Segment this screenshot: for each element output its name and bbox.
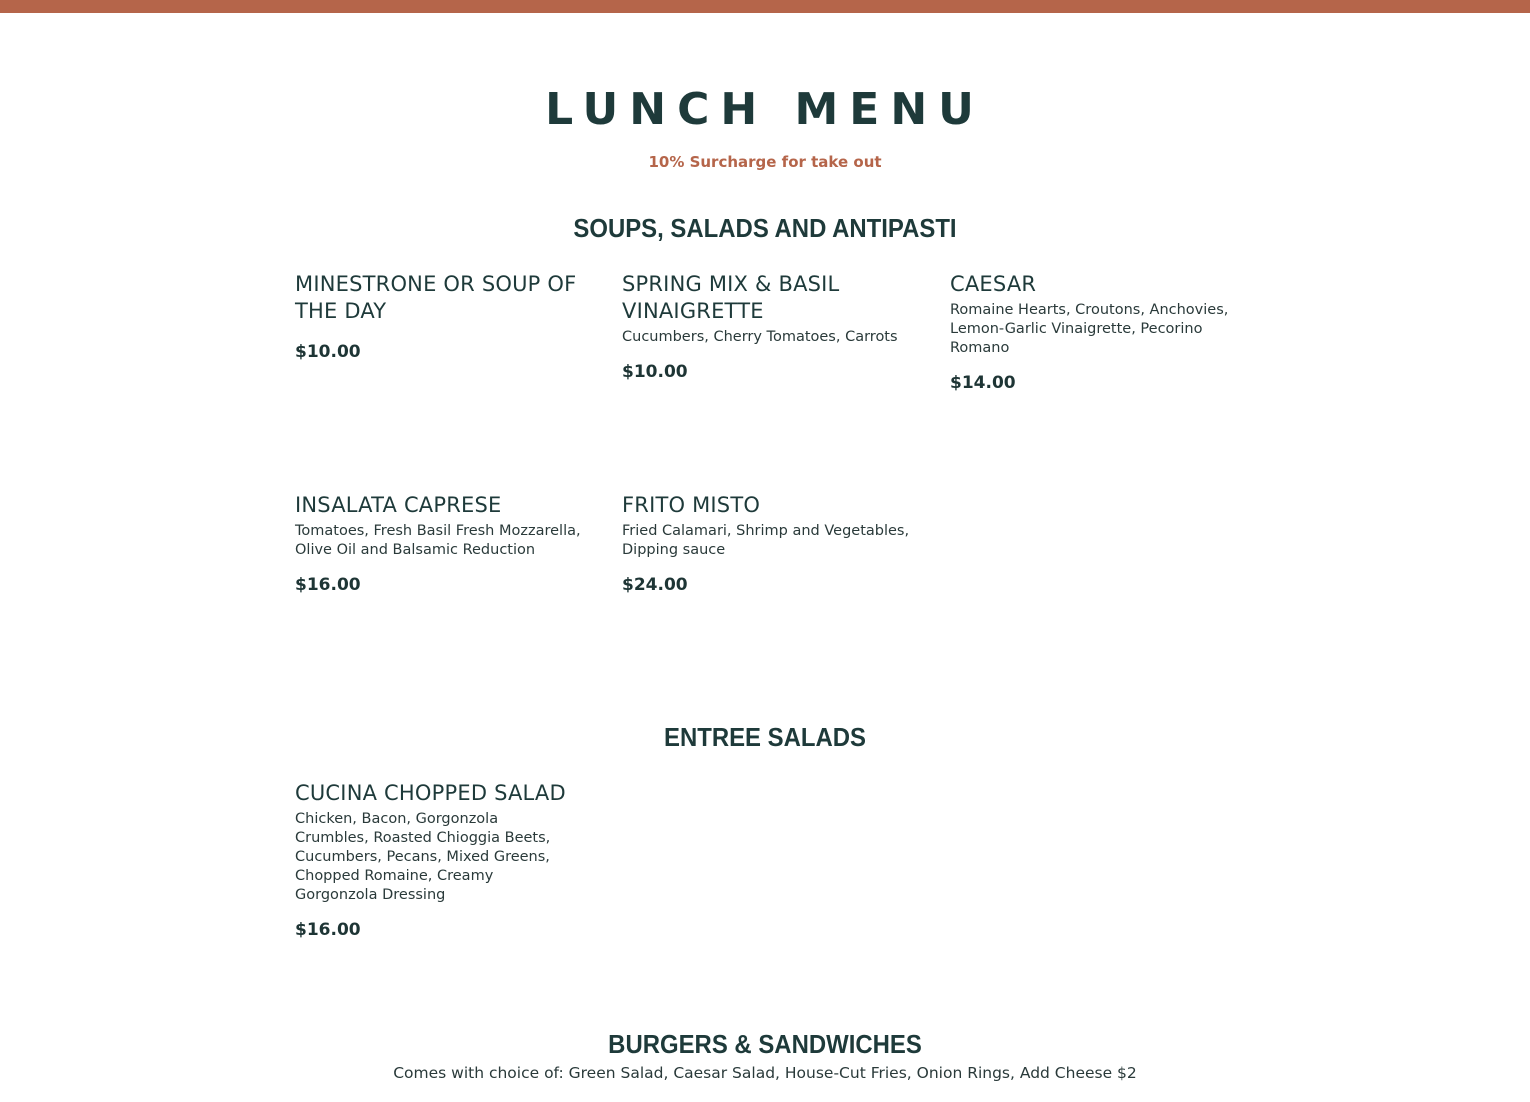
menu-item-price: $10.00: [622, 362, 688, 382]
menu-item: [295, 271, 585, 363]
menu-item: [295, 780, 570, 941]
menu-item: [950, 271, 1240, 394]
menu-item-description: Fried Calamari, Shrimp and Vegetables, Dipping sauce: [622, 523, 910, 558]
menu-item-description: Cucumbers, Cherry Tomatoes, Carrots: [622, 329, 898, 345]
menu-item-description: Chicken, Bacon, Gorgonzola Crumbles, Roasted Chioggia Beets, Cucumbers, Pecans, Mixed Greens, Chopped Romaine, Creamy Gorgonzola Dressing: [295, 811, 551, 903]
menu-item-name: CAESAR: [950, 272, 1037, 296]
menu-item-price: $16.00: [295, 920, 361, 940]
section-note-burgers: Comes with choice of: Green Salad, Caesar Salad, House-Cut Fries, Onion Rings, Add Cheese $2: [393, 1064, 1137, 1082]
menu-item-description: Romaine Hearts, Croutons, Anchovies, Lemon-Garlic Vinaigrette, Pecorino Romano: [950, 302, 1229, 356]
section-title-entree-salads: ENTREE SALADS: [663, 722, 866, 752]
menu-item: [622, 271, 912, 383]
menu-item-name: SPRING MIX & BASIL VINAIGRETTE: [622, 272, 840, 323]
menu-item-name: CUCINA CHOPPED SALAD: [295, 781, 566, 805]
menu-item-name: INSALATA CAPRESE: [295, 493, 502, 517]
surcharge-notice: 10% Surcharge for take out: [648, 153, 882, 171]
top-accent-bar: [0, 0, 1530, 13]
menu-item: [295, 492, 585, 596]
section-title-burgers: BURGERS & SANDWICHES: [608, 1029, 922, 1059]
page-title: LUNCH MENU: [545, 84, 985, 135]
menu-item-description: Tomatoes, Fresh Basil Fresh Mozzarella, Olive Oil and Balsamic Reduction: [295, 523, 581, 558]
menu-item-name: MINESTRONE OR SOUP OF THE DAY: [295, 272, 577, 323]
menu-item: [622, 492, 912, 596]
menu-item-price: $10.00: [295, 342, 361, 362]
menu-item-price: $16.00: [295, 575, 361, 595]
menu-item-price: $14.00: [950, 373, 1016, 393]
menu-item-price: $24.00: [622, 575, 688, 595]
section-title-soups: SOUPS, SALADS AND ANTIPASTI: [573, 213, 957, 243]
menu-item-name: FRITO MISTO: [622, 493, 761, 517]
